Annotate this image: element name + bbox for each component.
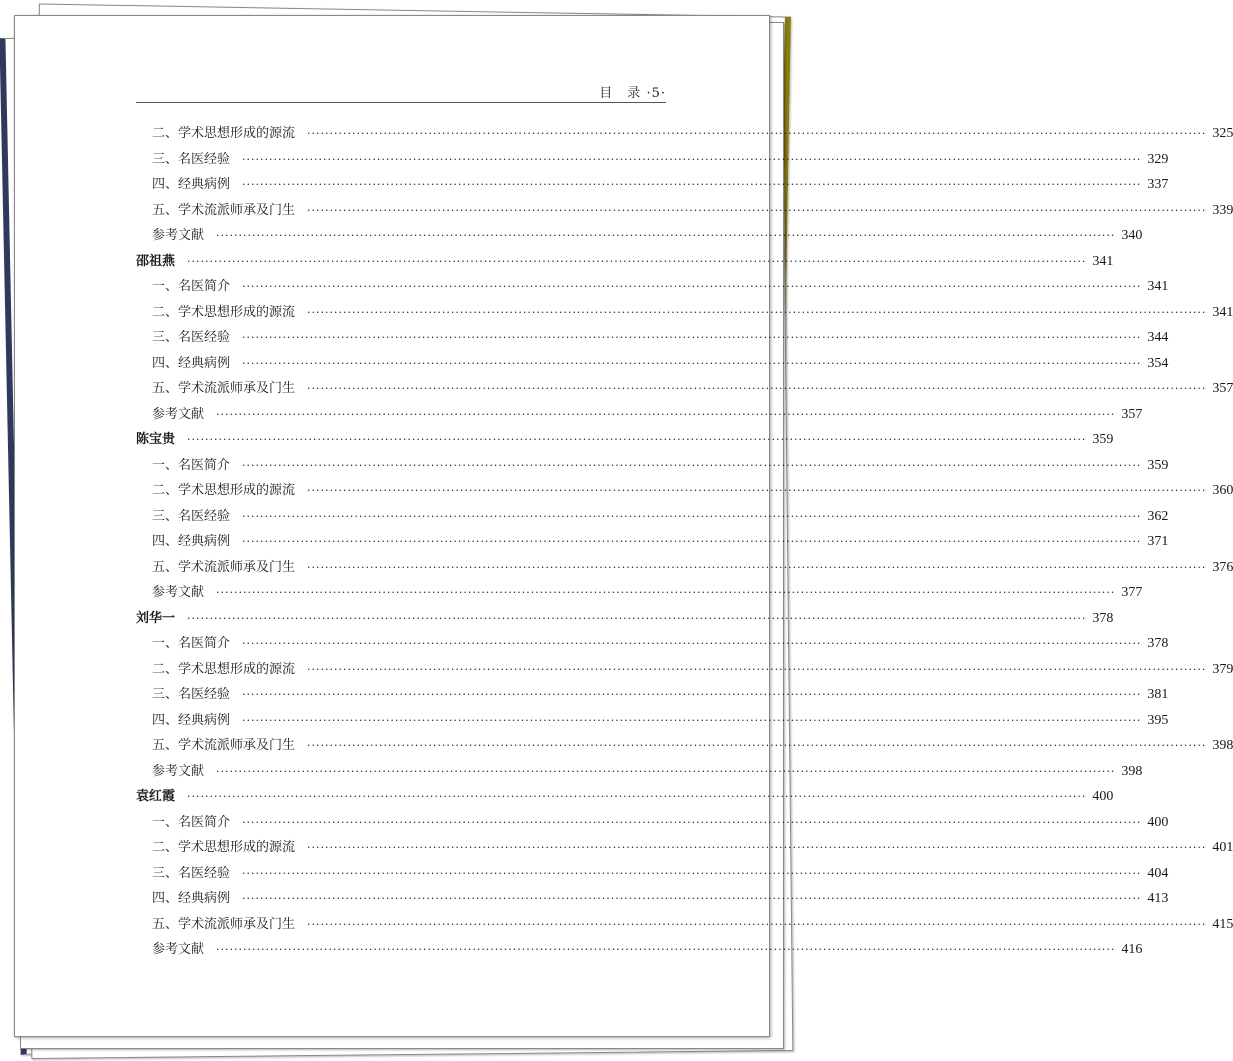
entry-page: 359 bbox=[1147, 457, 1169, 473]
entry-title: 三、名医经验 bbox=[152, 687, 231, 702]
leader-dots: ········································································································································································································ bbox=[242, 815, 1142, 829]
toc-chapter-entry[interactable] bbox=[136, 785, 1114, 811]
entry-page: 329 bbox=[1147, 151, 1169, 167]
entry-page: 377 bbox=[1121, 585, 1143, 600]
toc-section-entry[interactable] bbox=[136, 148, 1169, 174]
entry-title: 参考文献 bbox=[152, 585, 205, 600]
toc-page bbox=[14, 15, 1233, 1037]
leader-dots: ········································································································································································································ bbox=[242, 331, 1142, 344]
entry-page: 339 bbox=[1212, 202, 1233, 218]
leader-dots: ········································································································································································································ bbox=[216, 229, 1116, 242]
leader-dots: ········································································································································································································ bbox=[242, 535, 1142, 548]
leader-dots: ········································································································································································································ bbox=[307, 917, 1207, 931]
toc-section-entry[interactable] bbox=[136, 913, 1233, 939]
entry-title: 五、学术流派师承及门生 bbox=[152, 381, 296, 396]
header-page-number: ·5· bbox=[646, 86, 666, 101]
entry-page: 378 bbox=[1147, 636, 1169, 651]
toc-section-entry[interactable] bbox=[136, 199, 1233, 225]
entry-page: 325 bbox=[1212, 126, 1233, 141]
toc-section-entry[interactable] bbox=[136, 938, 1143, 964]
entry-page: 357 bbox=[1121, 406, 1143, 422]
toc-chapter-entry[interactable] bbox=[136, 428, 1114, 454]
entry-title: 参考文献 bbox=[152, 763, 205, 779]
entry-page: 354 bbox=[1147, 355, 1169, 371]
leader-dots: ········································································································································································································ bbox=[187, 790, 1087, 803]
toc-section-entry[interactable] bbox=[136, 581, 1143, 607]
entry-title: 一、名医简介 bbox=[152, 279, 231, 294]
leader-dots: ········································································································································································································ bbox=[242, 178, 1142, 191]
leader-dots: ········································································································································································································ bbox=[307, 203, 1207, 217]
leader-dots: ········································································································································································································ bbox=[307, 739, 1207, 752]
leader-dots: ········································································································································································································ bbox=[242, 152, 1142, 166]
entry-title: 三、名医经验 bbox=[152, 865, 231, 881]
entry-page: 381 bbox=[1147, 687, 1169, 702]
entry-title: 五、学术流派师承及门生 bbox=[152, 738, 296, 753]
entry-page: 357 bbox=[1212, 381, 1233, 396]
toc-list bbox=[136, 122, 1233, 964]
running-header bbox=[136, 82, 666, 101]
leader-dots: ········································································································································································································ bbox=[307, 484, 1207, 497]
leader-dots: ········································································································································································································ bbox=[242, 509, 1142, 523]
toc-section-entry[interactable] bbox=[136, 887, 1169, 913]
entry-page: 400 bbox=[1092, 789, 1114, 804]
leader-dots: ········································································································································································································ bbox=[242, 458, 1142, 472]
toc-section-entry[interactable] bbox=[136, 709, 1169, 735]
toc-chapter-entry[interactable] bbox=[136, 250, 1114, 276]
leader-dots: ········································································································································································································ bbox=[187, 433, 1087, 446]
leader-dots: ········································································································································································································ bbox=[307, 305, 1207, 319]
entry-page: 415 bbox=[1212, 916, 1233, 932]
entry-page: 378 bbox=[1092, 610, 1114, 626]
entry-title: 参考文献 bbox=[152, 942, 205, 957]
entry-page: 416 bbox=[1121, 942, 1143, 957]
entry-page: 401 bbox=[1212, 840, 1233, 855]
header-rule bbox=[136, 102, 666, 103]
leader-dots: ········································································································································································································ bbox=[187, 611, 1087, 625]
entry-title: 二、学术思想形成的源流 bbox=[152, 840, 296, 855]
entry-page: 395 bbox=[1147, 712, 1169, 728]
toc-section-entry[interactable] bbox=[136, 734, 1233, 760]
entry-page: 344 bbox=[1147, 330, 1169, 345]
entry-title: 五、学术流派师承及门生 bbox=[152, 916, 296, 932]
entry-title: 二、学术思想形成的源流 bbox=[152, 304, 296, 320]
entry-title: 三、名医经验 bbox=[152, 151, 231, 167]
entry-page: 360 bbox=[1212, 483, 1233, 498]
toc-section-entry[interactable] bbox=[136, 122, 1233, 148]
leader-dots: ········································································································································································································ bbox=[242, 892, 1142, 905]
toc-section-entry[interactable] bbox=[136, 760, 1143, 786]
entry-title: 二、学术思想形成的源流 bbox=[152, 126, 296, 141]
leader-dots: ········································································································································································································ bbox=[307, 382, 1207, 395]
entry-title: 五、学术流派师承及门生 bbox=[152, 559, 296, 575]
leader-dots: ········································································································································································································ bbox=[242, 637, 1142, 650]
entry-page: 362 bbox=[1147, 508, 1169, 524]
leader-dots: ········································································································································································································ bbox=[242, 356, 1142, 370]
entry-title: 三、名医经验 bbox=[152, 508, 231, 524]
entry-page: 376 bbox=[1212, 559, 1233, 575]
entry-title: 参考文献 bbox=[152, 406, 205, 422]
toc-section-entry[interactable] bbox=[136, 454, 1169, 480]
entry-page: 341 bbox=[1212, 304, 1233, 320]
leader-dots: ········································································································································································································ bbox=[307, 841, 1207, 854]
entry-page: 379 bbox=[1212, 661, 1233, 677]
leader-dots: ········································································································································································································ bbox=[242, 280, 1142, 293]
toc-section-entry[interactable] bbox=[136, 377, 1233, 403]
leader-dots: ········································································································································································································ bbox=[242, 713, 1142, 727]
entry-page: 337 bbox=[1147, 177, 1169, 192]
entry-title: 三、名医经验 bbox=[152, 330, 231, 345]
entry-title: 四、经典病例 bbox=[152, 891, 231, 906]
toc-section-entry[interactable] bbox=[136, 862, 1169, 888]
header-section: 目 录 bbox=[599, 86, 642, 101]
toc-section-entry[interactable] bbox=[136, 683, 1169, 709]
toc-section-entry[interactable] bbox=[136, 301, 1233, 327]
toc-section-entry[interactable] bbox=[136, 326, 1169, 352]
entry-title: 四、经典病例 bbox=[152, 712, 231, 728]
toc-section-entry[interactable] bbox=[136, 632, 1169, 658]
toc-section-entry[interactable] bbox=[136, 811, 1169, 837]
entry-title: 一、名医简介 bbox=[152, 814, 231, 830]
toc-section-entry[interactable] bbox=[136, 352, 1169, 378]
entry-title: 四、经典病例 bbox=[152, 355, 231, 371]
leader-dots: ········································································································································································································ bbox=[307, 662, 1207, 676]
leader-dots: ········································································································································································································ bbox=[216, 586, 1116, 599]
entry-title: 参考文献 bbox=[152, 228, 205, 243]
entry-title: 一、名医简介 bbox=[152, 636, 231, 651]
leader-dots: ········································································································································································································ bbox=[187, 254, 1087, 268]
entry-title: 邵祖燕 bbox=[136, 253, 176, 269]
entry-page: 400 bbox=[1147, 814, 1169, 830]
entry-title: 二、学术思想形成的源流 bbox=[152, 483, 296, 498]
leader-dots: ········································································································································································································ bbox=[216, 943, 1116, 956]
toc-section-entry[interactable] bbox=[136, 275, 1169, 301]
leader-dots: ········································································································································································································ bbox=[216, 764, 1116, 778]
entry-title: 二、学术思想形成的源流 bbox=[152, 661, 296, 677]
entry-page: 341 bbox=[1092, 253, 1114, 269]
entry-title: 一、名医简介 bbox=[152, 457, 231, 473]
leader-dots: ········································································································································································································ bbox=[242, 866, 1142, 880]
entry-page: 404 bbox=[1147, 865, 1169, 881]
toc-section-entry[interactable] bbox=[136, 530, 1169, 556]
toc-section-entry[interactable] bbox=[136, 556, 1233, 582]
entry-title: 五、学术流派师承及门生 bbox=[152, 202, 296, 218]
leader-dots: ········································································································································································································ bbox=[307, 560, 1207, 574]
toc-section-entry[interactable] bbox=[136, 403, 1143, 429]
entry-title: 陈宝贵 bbox=[136, 432, 176, 447]
leader-dots: ········································································································································································································ bbox=[216, 407, 1116, 421]
toc-section-entry[interactable] bbox=[136, 224, 1143, 250]
entry-page: 398 bbox=[1121, 763, 1143, 779]
entry-page: 413 bbox=[1147, 891, 1169, 906]
entry-page: 340 bbox=[1121, 228, 1143, 243]
entry-title: 袁红霞 bbox=[136, 789, 176, 804]
entry-page: 398 bbox=[1212, 738, 1233, 753]
toc-section-entry[interactable] bbox=[136, 836, 1233, 862]
leader-dots: ········································································································································································································ bbox=[242, 688, 1142, 701]
toc-section-entry[interactable] bbox=[136, 505, 1169, 531]
toc-chapter-entry[interactable] bbox=[136, 607, 1114, 633]
toc-section-entry[interactable] bbox=[136, 479, 1233, 505]
entry-page: 341 bbox=[1147, 279, 1169, 294]
entry-title: 四、经典病例 bbox=[152, 534, 231, 549]
entry-title: 刘华一 bbox=[136, 610, 176, 626]
toc-section-entry[interactable] bbox=[136, 658, 1233, 684]
entry-page: 371 bbox=[1147, 534, 1169, 549]
entry-title: 四、经典病例 bbox=[152, 177, 231, 192]
leader-dots: ········································································································································································································ bbox=[307, 127, 1207, 140]
toc-section-entry[interactable] bbox=[136, 173, 1169, 199]
entry-page: 359 bbox=[1092, 432, 1114, 447]
